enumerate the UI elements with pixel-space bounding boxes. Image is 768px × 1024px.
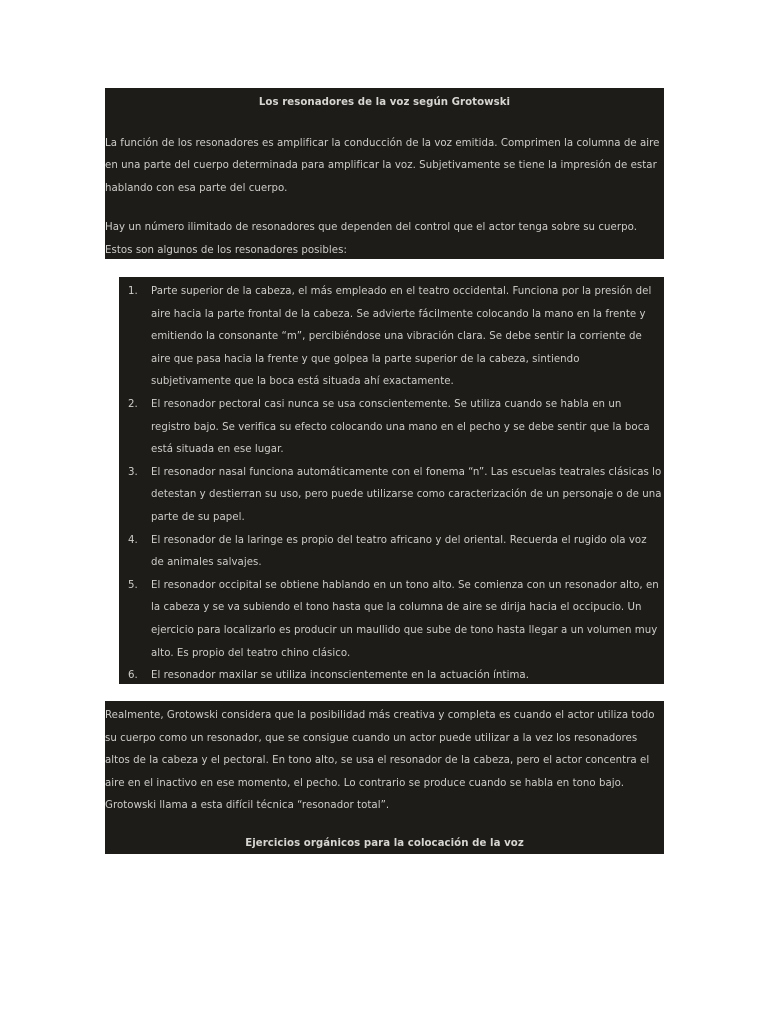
list-item (119, 665, 664, 688)
resonators-list-block (119, 277, 664, 684)
list-item-number: 5. (128, 579, 138, 591)
resonators-list (119, 281, 664, 688)
resonators-intro-paragraph: Hay un número ilimitado de resonadores que dependen del control que el actor tenga sobre su cuerpo. Estos son algunos de los resonadores posibles: (105, 222, 637, 256)
list-item-number: 2. (128, 398, 138, 410)
list-item (119, 462, 664, 530)
list-item-text: El resonador pectoral casi nunca se usa conscientemente. Se utiliza cuando se habla en un registro bajo. Se verifica su efecto colocando una mano en el pecho y se debe sentir que la boca está situada en ese lugar. (151, 398, 650, 456)
list-item-number: 1. (128, 286, 138, 297)
conclusion-paragraph: Realmente, Grotowski considera que la posibilidad más creativa y completa es cuando el actor utiliza todo su cuerpo como un resonador, que se consigue cuando un actor puede utilizar a la vez los resonadores altos de la cabeza y el pectoral. En tono alto, se usa el resonador de la cabeza, pero el actor concentra el aire en el inactivo en ese momento, el pecho. Lo contrario se produce cuando se habla en tono bajo. Grotowski llama a esta difícil técnica “resonador total”. (105, 710, 655, 812)
section-title: Los resonadores de la voz según Grotowski (258, 97, 511, 108)
intro-block (105, 88, 664, 259)
list-item-number: 3. (128, 466, 138, 478)
list-item (119, 281, 664, 394)
list-item-text: El resonador maxilar se utiliza inconscientemente en la actuación íntima. (151, 670, 530, 682)
list-item-text: El resonador occipital se obtiene hablando en un tono alto. Se comienza con un resonador alto, en la cabeza y se va subiendo el tono hasta que la columna de aire se dirija hacia el occipucio. Un ejercicio para localizarlo es producir un maullido que sube de tono hasta llegar a un volumen muy alto. Es propio del teatro chino clásico. (151, 579, 659, 659)
list-item-text: Parte superior de la cabeza, el más empleado en el teatro occidental. Funciona por la presión del aire hacia la parte frontal de la cabeza. Se advierte fácilmente colocando la mano en la frente y emitiendo la consonante “m”, percibiéndose una vibración clara. Se debe sentir la corriente de aire que pasa hacia la frente y que golpea la parte superior de la cabeza, sintiendo subjetivamente que la boca está situada ahí exactamente. (151, 286, 652, 388)
list-item (119, 575, 664, 665)
list-item (119, 394, 664, 462)
list-item-text: El resonador de la laringe es propio del teatro africano y del oriental. Recuerda el rugido ola voz de animales salvajes. (151, 534, 647, 569)
list-item-text: El resonador nasal funciona automáticamente con el fonema “n”. Las escuelas teatrales clásicas lo detestan y destierran su uso, pero puede utilizarse como caracterización de un personaje o de una parte de su papel. (151, 466, 662, 523)
intro-paragraph: La función de los resonadores es amplificar la conducción de la voz emitida. Comprimen la columna de aire en una parte del cuerpo determinada para amplificar la voz. Subjetivamente se tiene la impresión de estar hablando con esa parte del cuerpo. (105, 137, 660, 194)
list-item-number: 6. (128, 670, 138, 682)
list-item (119, 530, 664, 575)
conclusion-block (105, 701, 664, 854)
list-item-number: 4. (128, 534, 138, 546)
exercises-title: Ejercicios orgánicos para la colocación de la voz (245, 837, 524, 849)
